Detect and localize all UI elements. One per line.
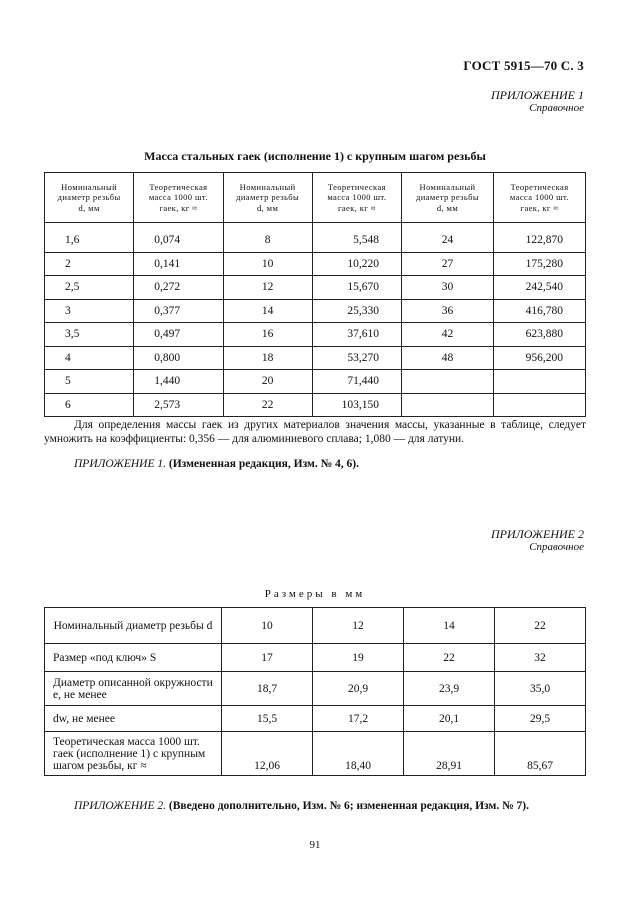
value-cell: 12 <box>313 608 404 644</box>
header-diameter-line: Номинальный <box>239 181 296 192</box>
mass-cell: 5,548 <box>312 223 401 253</box>
mass-cell: 0,377 <box>134 299 223 323</box>
mass-cell: 623,880 <box>493 323 585 347</box>
value-cell: 32 <box>495 644 586 672</box>
diameter-cell: 24 <box>402 223 494 253</box>
appendix-2-amendment <box>74 800 529 812</box>
value-cell: 29,5 <box>495 706 586 732</box>
value-cell: 20,9 <box>313 672 404 706</box>
header-mass-line: гаек, кг ≈ <box>520 202 559 213</box>
table-row <box>45 732 586 776</box>
mass-cell: 1,440 <box>134 370 223 394</box>
diameter-cell: 42 <box>402 323 494 347</box>
diameter-cell <box>402 393 494 417</box>
value-cell: 18,7 <box>222 672 313 706</box>
header-diameter-line: Номинальный <box>419 181 476 192</box>
header-diameter-line: диаметр резьбы <box>57 192 121 203</box>
mass-cell: 0,497 <box>134 323 223 347</box>
diameter-cell: 1,6 <box>45 223 134 253</box>
appendix-1-title: ПРИЛОЖЕНИЕ 1 <box>491 88 584 102</box>
appendix-2-title: ПРИЛОЖЕНИЕ 2 <box>491 527 584 541</box>
diameter-cell: 16 <box>223 323 312 347</box>
diameter-cell: 2 <box>45 252 134 276</box>
diameter-cell: 27 <box>402 252 494 276</box>
value-cell: 20,1 <box>404 706 495 732</box>
value-cell: 35,0 <box>495 672 586 706</box>
diameter-cell: 2,5 <box>45 276 134 300</box>
header-mass <box>312 173 401 223</box>
table-row <box>45 706 586 732</box>
mass-cell: 0,272 <box>134 276 223 300</box>
header-diameter-line: диаметр резьбы <box>236 192 300 203</box>
diameter-cell: 6 <box>45 393 134 417</box>
header-mass <box>134 173 223 223</box>
table-row <box>45 346 586 370</box>
diameter-cell: 4 <box>45 346 134 370</box>
row-label: Теоретическая масса 1000 шт. гаек (исполнение 1) с крупным шагом резьбы, кг ≈ <box>45 732 222 776</box>
page-number: 91 <box>309 839 321 851</box>
mass-cell: 71,440 <box>312 370 401 394</box>
row-label: Номинальный диаметр резьбы d <box>45 608 222 644</box>
table-row <box>45 276 586 300</box>
amendment-2-text: (Введено дополнительно, Изм. № 6; измененная редакция, Изм. № 7). <box>168 800 529 812</box>
mass-cell: 53,270 <box>312 346 401 370</box>
header-diameter-line: d, мм <box>436 202 459 213</box>
row-label: Размер «под ключ» S <box>45 644 222 672</box>
table-row <box>45 323 586 347</box>
mass-cell: 122,870 <box>493 223 585 253</box>
value-cell: 17 <box>222 644 313 672</box>
table-header-row <box>45 173 586 223</box>
table-row <box>45 370 586 394</box>
header-mass-line: масса 1000 шт. <box>327 192 387 203</box>
header-diameter <box>45 173 134 223</box>
value-cell: 18,40 <box>313 732 404 776</box>
value-cell: 28,91 <box>404 732 495 776</box>
header-mass-line: Теоретическая <box>327 181 386 192</box>
table-row <box>45 393 586 417</box>
table-row <box>45 644 586 672</box>
nut-mass-table <box>44 172 586 417</box>
mass-cell: 37,610 <box>312 323 401 347</box>
mass-cell: 956,200 <box>493 346 585 370</box>
row-label: Диаметр описанной окружности e, не менее <box>45 672 222 706</box>
appendix-1-amendment <box>74 458 359 470</box>
diameter-cell: 20 <box>223 370 312 394</box>
diameter-cell: 18 <box>223 346 312 370</box>
header-diameter-line: d, мм <box>256 202 279 213</box>
amendment-1-ref: ПРИЛОЖЕНИЕ 1. <box>74 458 166 470</box>
table-row <box>45 608 586 644</box>
mass-cell: 2,573 <box>134 393 223 417</box>
diameter-cell: 10 <box>223 252 312 276</box>
appendix-2-type: Справочное <box>529 541 584 553</box>
table-row <box>45 223 586 253</box>
diameter-cell: 22 <box>223 393 312 417</box>
header-mass-line: гаек, кг ≈ <box>159 202 198 213</box>
diameter-cell <box>402 370 494 394</box>
table-row <box>45 252 586 276</box>
mass-cell: 103,150 <box>312 393 401 417</box>
mass-cell: 25,330 <box>312 299 401 323</box>
mass-cell: 175,280 <box>493 252 585 276</box>
mass-cell: 10,220 <box>312 252 401 276</box>
value-cell: 12,06 <box>222 732 313 776</box>
table-row <box>45 299 586 323</box>
diameter-cell: 3 <box>45 299 134 323</box>
nut-dimensions-table <box>44 607 586 776</box>
diameter-cell: 3,5 <box>45 323 134 347</box>
document-header: ГОСТ 5915—70 С. 3 <box>463 58 584 73</box>
mass-cell <box>493 370 585 394</box>
diameter-cell: 14 <box>223 299 312 323</box>
header-diameter-line: d, мм <box>78 202 100 213</box>
header-mass-line: Теоретическая <box>510 181 569 192</box>
row-label: dw, не менее <box>45 706 222 732</box>
value-cell: 19 <box>313 644 404 672</box>
diameter-cell: 30 <box>402 276 494 300</box>
header-mass-line: гаек, кг ≈ <box>337 202 376 213</box>
appendix-1-type: Справочное <box>529 102 584 114</box>
amendment-1-text: (Измененная редакция, Изм. № 4, 6). <box>168 458 359 470</box>
value-cell: 17,2 <box>313 706 404 732</box>
header-mass-line: масса 1000 шт. <box>509 192 570 203</box>
mass-cell: 0,800 <box>134 346 223 370</box>
value-cell: 22 <box>404 644 495 672</box>
header-mass-line: Теоретическая <box>149 181 208 192</box>
diameter-cell: 5 <box>45 370 134 394</box>
value-cell: 23,9 <box>404 672 495 706</box>
header-mass <box>493 173 585 223</box>
table-row <box>45 672 586 706</box>
value-cell: 14 <box>404 608 495 644</box>
header-mass-line: масса 1000 шт. <box>148 192 208 203</box>
mass-cell: 242,540 <box>493 276 585 300</box>
diameter-cell: 36 <box>402 299 494 323</box>
amendment-2-ref: ПРИЛОЖЕНИЕ 2. <box>74 800 166 812</box>
value-cell: 22 <box>495 608 586 644</box>
header-diameter <box>402 173 494 223</box>
appendix-2-label <box>491 528 584 554</box>
diameter-cell: 8 <box>223 223 312 253</box>
table-1-title: Масса стальных гаек (исполнение 1) с крупным шагом резьбы <box>144 149 486 163</box>
mass-cell: 15,670 <box>312 276 401 300</box>
mass-cell: 416,780 <box>493 299 585 323</box>
conversion-note: Для определения массы гаек из других материалов значения массы, указанные в таблице, следует умножить на коэффициенты: 0,356 — для алюминиевого сплава; 1,080 — для латуни. <box>44 419 586 445</box>
value-cell: 85,67 <box>495 732 586 776</box>
value-cell: 15,5 <box>222 706 313 732</box>
header-diameter-line: Номинальный <box>61 181 118 192</box>
mass-cell: 0,141 <box>134 252 223 276</box>
header-diameter-line: диаметр резьбы <box>415 192 479 203</box>
diameter-cell: 12 <box>223 276 312 300</box>
value-cell: 10 <box>222 608 313 644</box>
header-diameter <box>223 173 312 223</box>
table-2-caption: Размеры в мм <box>264 588 366 600</box>
appendix-1-label <box>491 89 584 115</box>
diameter-cell: 48 <box>402 346 494 370</box>
mass-cell: 0,074 <box>134 223 223 253</box>
mass-cell <box>493 393 585 417</box>
